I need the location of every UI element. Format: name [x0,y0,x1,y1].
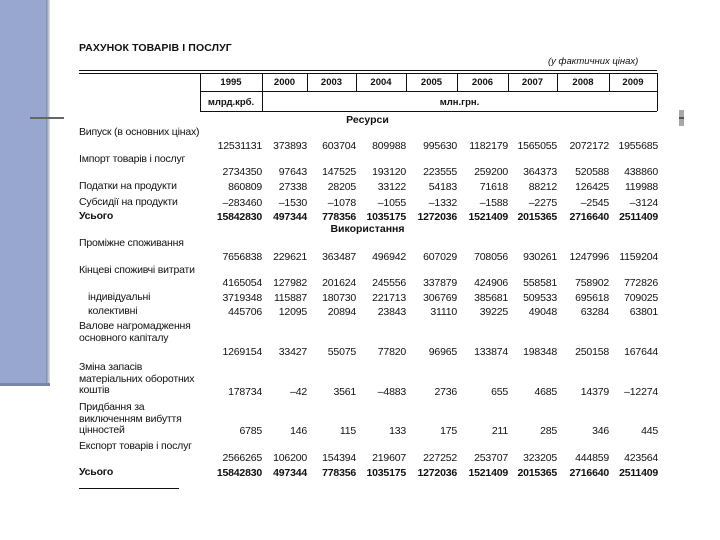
table-cell: 55075 [327,346,356,358]
table-cell: 3719348 [222,292,262,304]
table-cell: –1530 [278,197,307,209]
price-note: (у фактичних цінах) [548,56,639,67]
table-top-rule-double [79,73,657,74]
table-row [200,197,665,211]
table-cell: 346 [592,425,609,437]
table-cell: 115 [339,425,356,437]
table-cell: 2015365 [517,211,557,223]
table-cell: 23843 [377,306,406,318]
row-label: Експорт товарів і послуг [79,440,192,452]
table-cell: 323205 [523,452,557,464]
table-cell: 7656838 [222,251,262,263]
year-header: 2000 [273,77,296,88]
table-row [200,386,665,400]
table-cell: 2511409 [619,467,658,479]
table-cell: 860809 [228,181,262,193]
row-label: Усього [79,466,114,478]
table-cell: 119988 [624,181,658,193]
table-cell: 385681 [474,292,508,304]
table-cell: 496942 [372,251,406,263]
table-cell: 106200 [273,452,307,464]
table-cell: 2736 [434,386,457,398]
table-cell: 1247996 [569,251,609,263]
table-cell: 4685 [534,386,557,398]
table-row-total [200,467,665,481]
table-cell: 253707 [474,452,508,464]
table-cell: 219607 [372,452,406,464]
table-cell: 778356 [322,211,356,223]
table-cell: 245556 [372,277,406,289]
year-row-rule [200,91,657,92]
table-cell: 14379 [580,386,609,398]
header-divider [657,73,658,111]
table-cell: 259200 [474,166,508,178]
year-header: 2004 [370,77,392,88]
table-cell: 126425 [575,181,609,193]
table-row [200,140,665,154]
table-cell: 1035175 [366,211,406,223]
table-cell: 1272036 [417,467,457,479]
table-cell: 809988 [372,140,406,152]
row-label: Імпорт товарів і послуг [79,153,186,165]
table-cell: 709025 [624,292,658,304]
table-cell: –12274 [624,386,658,398]
slide-scroll-mark [679,110,684,126]
table-cell: –4883 [377,386,406,398]
table-cell: 2566265 [222,452,262,464]
table-cell: 27338 [278,181,307,193]
row-label: Кінцеві споживчі витрати [79,264,195,276]
table-cell: 2015365 [517,467,557,479]
table-cell: 607029 [423,251,457,263]
table-cell: 497344 [273,467,307,479]
table-cell: 1521409 [468,211,508,223]
table-cell: 229621 [273,251,307,263]
table-cell: 995630 [423,140,457,152]
table-cell: 250158 [575,346,609,358]
table-row-total [200,211,665,225]
table-cell: –1078 [327,197,356,209]
side-bar-bottom-edge [0,383,50,386]
table-cell: 146 [290,425,307,437]
row-label: Податки на продукти [79,180,177,192]
table-cell: 772826 [624,277,658,289]
table-cell: 39225 [479,306,508,318]
document-title: РАХУНОК ТОВАРІВ І ПОСЛУГ [79,42,232,54]
table-cell: 211 [491,425,508,437]
row-label: Субсидії на продукти [79,196,178,208]
table-cell: 444859 [575,452,609,464]
table-cell: 221713 [372,292,406,304]
unit-row-rule [200,111,657,112]
table-row [200,277,665,291]
table-cell: 178734 [228,386,262,398]
table-cell: –283460 [222,197,262,209]
table-cell: 15842830 [216,211,262,223]
table-cell: –42 [290,386,307,398]
table-top-rule [79,70,657,71]
table-cell: 445706 [228,306,262,318]
year-header: 2003 [320,77,343,88]
row-label: Випуск (в основних цінах) [79,126,200,138]
table-cell: 127982 [273,277,307,289]
year-header: 2007 [521,77,544,88]
table-row [200,251,665,265]
slide-dash-mark [30,117,64,119]
footnote-rule [79,488,179,489]
table-cell: 96965 [428,346,457,358]
table-cell: 695618 [575,292,609,304]
table-cell: 28205 [327,181,356,193]
table-cell: 6785 [239,425,262,437]
table-cell: 424906 [474,277,508,289]
table-cell: 97643 [278,166,307,178]
table-cell: –1588 [479,197,508,209]
year-header: 2006 [471,77,494,88]
table-cell: –3124 [629,197,658,209]
table-cell: 115887 [273,292,307,304]
table-cell: 12095 [278,306,307,318]
table-row [200,292,665,306]
table-row [200,181,665,195]
table-cell: 445 [641,425,658,437]
table-cell: 423564 [624,452,658,464]
table-cell: 63284 [580,306,609,318]
table-row [200,306,665,320]
unit-header-other: млн.грн. [439,97,480,108]
table-cell: 198348 [523,346,557,358]
side-bar-shadow [46,0,50,386]
table-cell: 2716640 [569,211,609,223]
year-header: 2005 [420,77,443,88]
table-cell: 509533 [523,292,557,304]
table-cell: 31110 [430,306,457,318]
table-cell: 33122 [377,181,406,193]
table-cell: 930261 [523,251,557,263]
table-row [200,346,665,360]
table-cell: 520588 [575,166,609,178]
table-cell: 1272036 [417,211,457,223]
table-cell: 1269154 [222,346,262,358]
section-resources: Ресурси [346,114,389,126]
table-cell: 4165054 [222,277,262,289]
table-cell: 167644 [624,346,658,358]
table-cell: 54183 [428,181,457,193]
row-label: колективні [88,305,138,317]
table-cell: 364373 [523,166,557,178]
table-row [200,425,665,439]
table-cell: 147525 [322,166,356,178]
table-cell: –2545 [580,197,609,209]
table-cell: 603704 [322,140,356,152]
table-cell: 15842830 [216,467,262,479]
table-cell: 363487 [322,251,356,263]
table-cell: 77820 [377,346,406,358]
year-header: 2009 [622,77,644,88]
table-cell: 227252 [423,452,457,464]
year-header: 2008 [572,77,594,88]
table-cell: 1955685 [618,140,658,152]
table-row [200,166,665,180]
table-cell: 1521409 [468,467,508,479]
table-cell: 33427 [278,346,307,358]
table-cell: 2511409 [619,211,658,223]
table-cell: 2716640 [569,467,609,479]
table-cell: 223555 [423,166,457,178]
row-label: Проміжне споживання [79,237,184,249]
unit-header-1995: млрд.крб. [207,97,255,108]
table-cell: 497344 [273,211,307,223]
row-label: Усього [79,210,114,222]
table-cell: 133 [389,425,406,437]
section-uses: Використання [330,223,405,235]
table-cell: 1565055 [517,140,557,152]
row-label: Придбання за виключенням вибуття цінностей [79,401,182,437]
table-cell: 778356 [322,467,356,479]
table-cell: –1055 [377,197,406,209]
table-cell: –2275 [528,197,557,209]
row-label: індивідуальні [88,291,151,303]
table-row [200,452,665,466]
table-cell: 558581 [523,277,557,289]
table-cell: 1182179 [469,140,508,152]
row-label: Зміна запасів матеріальних оборотних коштів [79,361,195,397]
table-cell: 12531131 [217,140,262,152]
table-cell: 71618 [479,181,508,193]
table-cell: 201624 [322,277,356,289]
table-cell: 3561 [333,386,356,398]
table-cell: 337879 [423,277,457,289]
table-cell: 175 [440,425,457,437]
table-cell: 373893 [273,140,307,152]
table-cell: 655 [491,386,508,398]
table-cell: 193120 [372,166,406,178]
table-cell: 49048 [528,306,557,318]
table-cell: 20894 [327,306,356,318]
table-cell: 708056 [474,251,508,263]
year-header: 1995 [220,77,242,88]
table-cell: 154394 [322,452,356,464]
table-cell: 438860 [624,166,658,178]
table-cell: 285 [540,425,557,437]
table-cell: 1159204 [619,251,658,263]
table-cell: 2072172 [569,140,609,152]
table-cell: 133874 [474,346,508,358]
table-cell: 1035175 [366,467,406,479]
table-cell: 63801 [629,306,658,318]
table-cell: 180730 [322,292,356,304]
table-cell: 2734350 [222,166,262,178]
row-label: Валове нагромадження основного капіталу [79,320,191,344]
table-cell: –1332 [428,197,457,209]
table-cell: 758902 [575,277,609,289]
table-cell: 306769 [423,292,457,304]
slide-side-bar [0,0,46,383]
table-cell: 88212 [528,181,557,193]
